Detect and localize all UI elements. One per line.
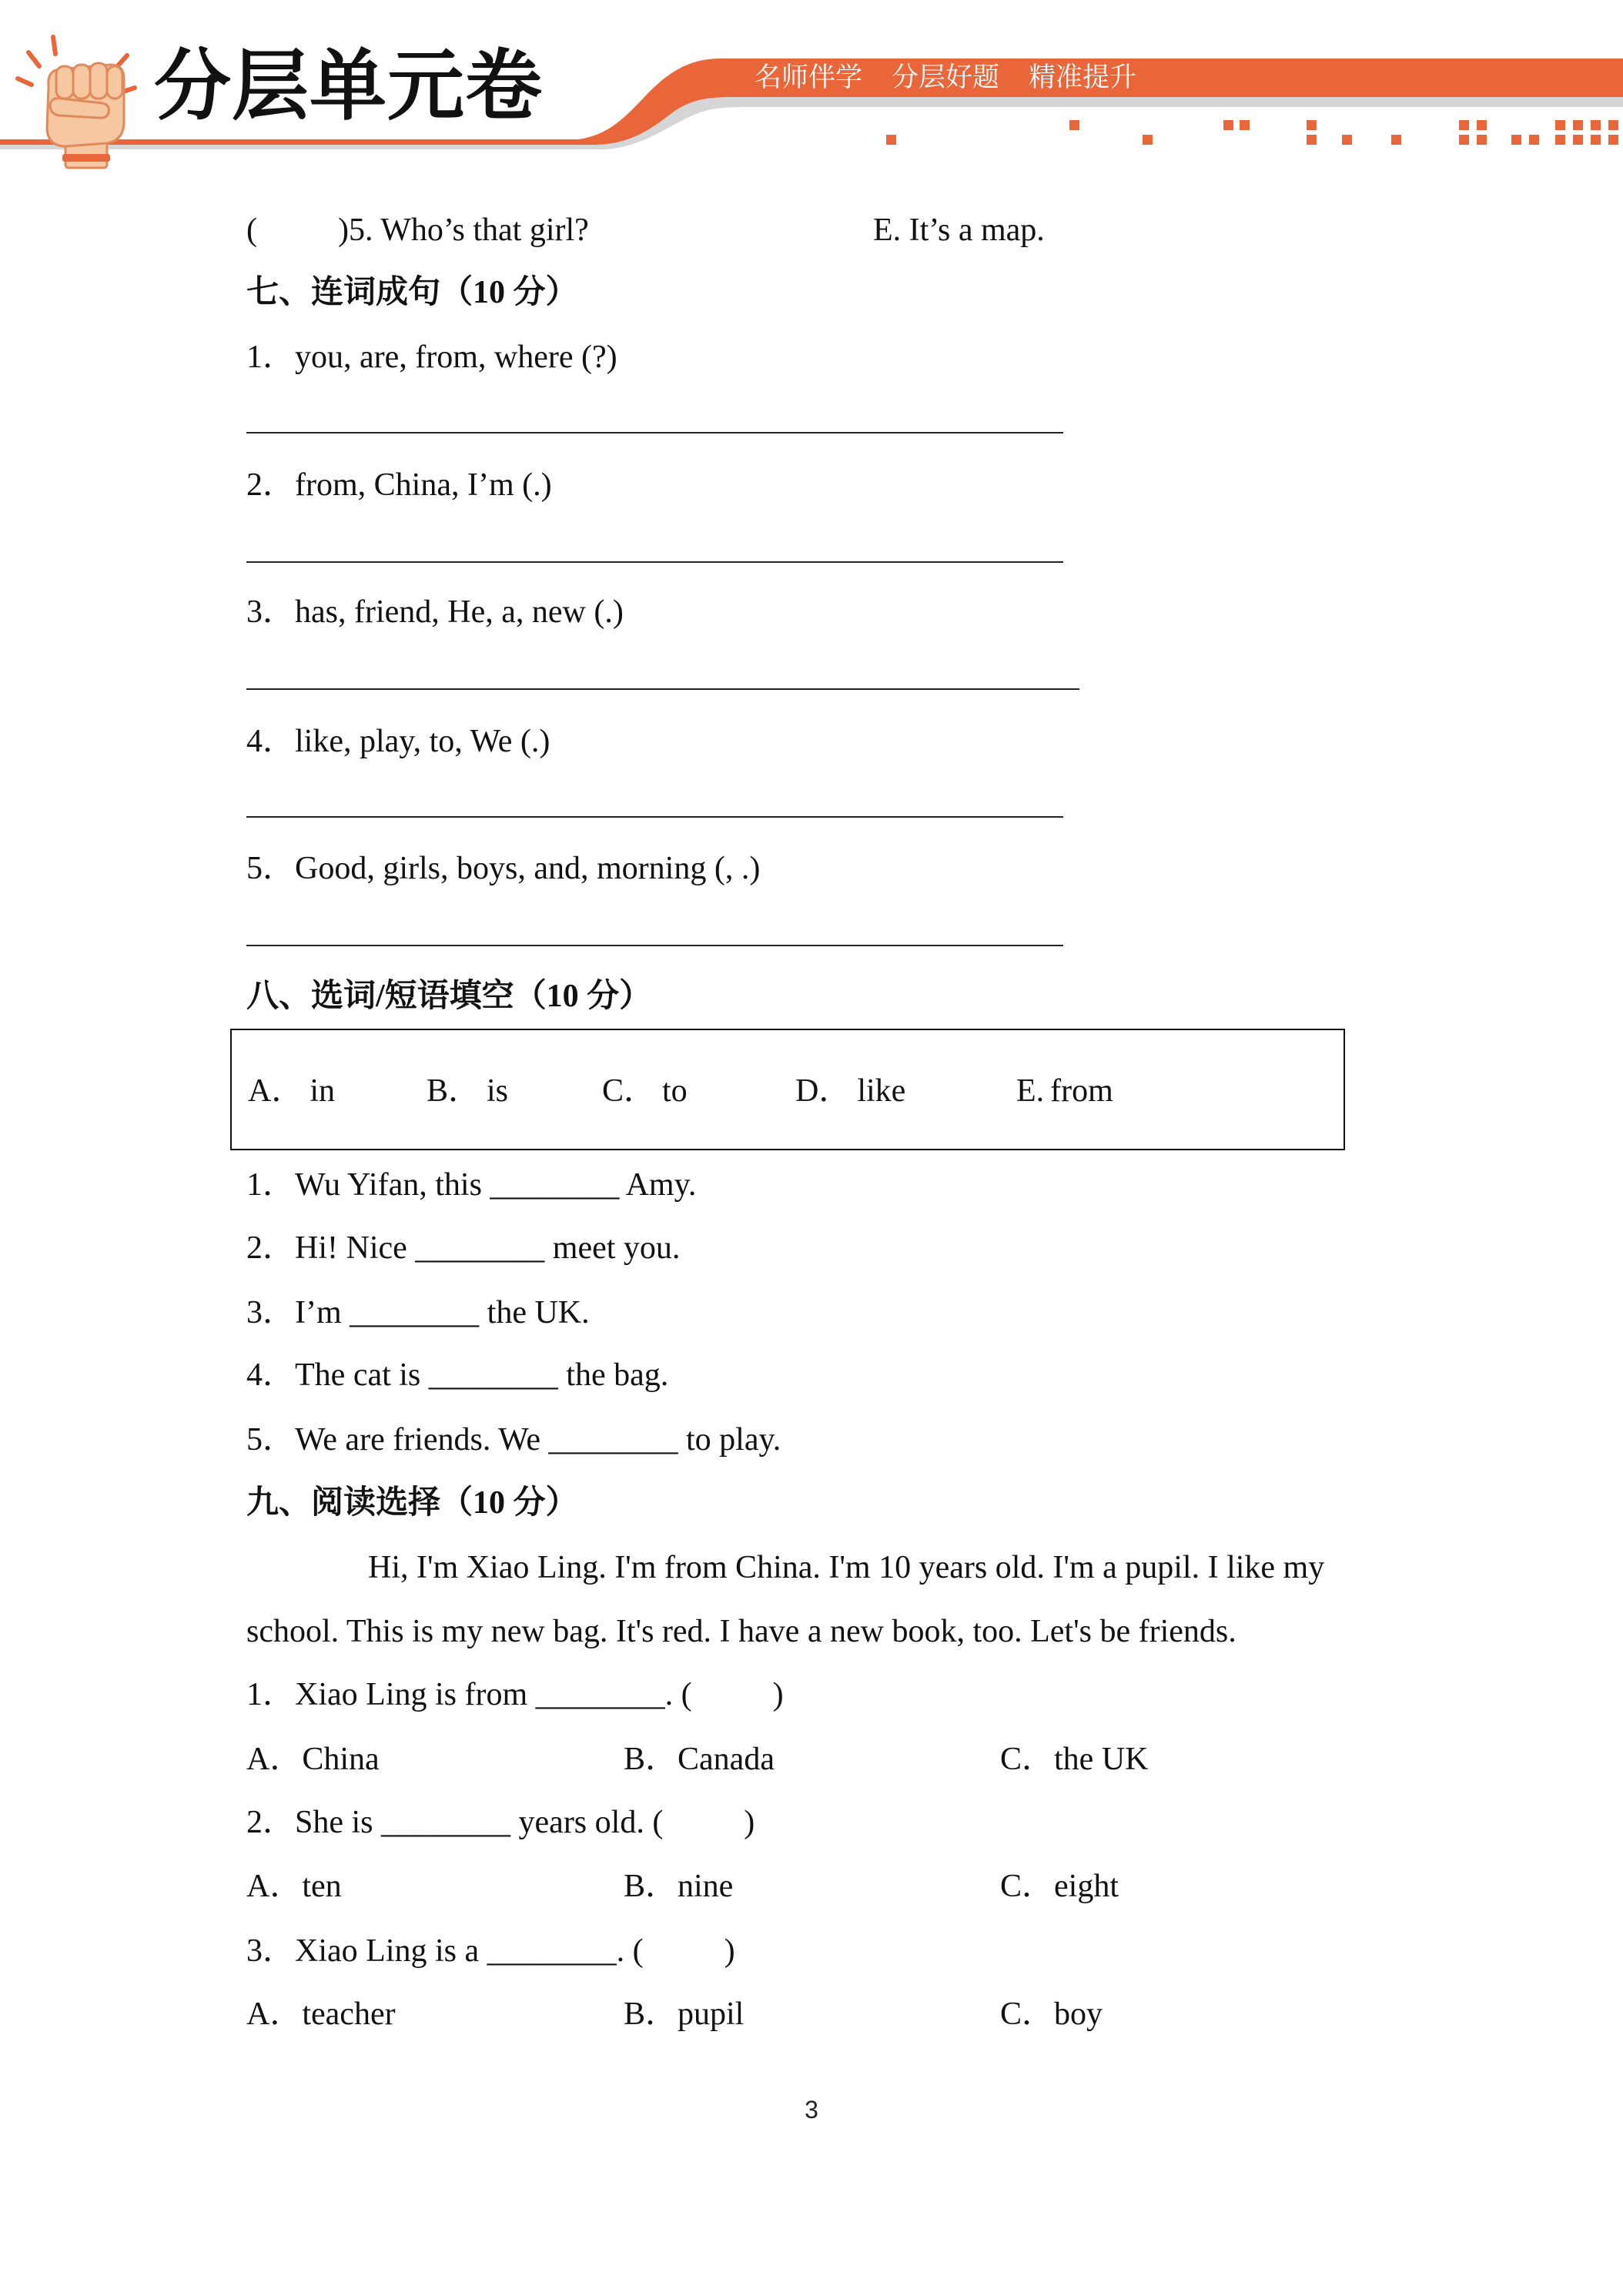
decor-square — [1591, 135, 1601, 145]
word-bank-item — [1016, 1068, 1113, 1114]
answer-options — [0, 1991, 1623, 2037]
item-words: has, friend, He, a, new (.) — [295, 594, 624, 630]
question-stem: Xiao Ling is a ________. ( ) — [295, 1933, 735, 1969]
decor-square — [1555, 135, 1565, 145]
decor-square — [886, 135, 896, 145]
reading-question — [246, 1928, 735, 1974]
fill-blank-item — [246, 1162, 696, 1208]
decor-square — [1223, 120, 1233, 130]
option-b — [624, 1991, 744, 2037]
option-b — [624, 1863, 733, 1909]
decor-square — [1342, 135, 1352, 145]
sentence-item — [246, 589, 624, 635]
decor-square — [1069, 120, 1079, 130]
item-number: 2． — [246, 1230, 296, 1266]
item-number: 4． — [246, 724, 296, 759]
fill-blank-item — [246, 1417, 781, 1463]
word-bank-letter: C． — [602, 1073, 657, 1109]
item-number: 1． — [246, 340, 296, 375]
tagline-item: 分层好题 — [892, 62, 1000, 93]
tagline-item: 名师伴学 — [755, 62, 863, 93]
answer-line — [246, 688, 1079, 690]
option-letter: A． — [246, 1742, 303, 1777]
item-number: 3． — [246, 1933, 296, 1969]
answer-line — [246, 561, 1063, 563]
item-number: 5． — [246, 1422, 296, 1458]
item-number: 3． — [246, 594, 296, 630]
word-bank-item — [248, 1068, 335, 1114]
option-text: the UK — [1054, 1742, 1149, 1777]
option-letter: B． — [624, 1869, 678, 1904]
header-tagline — [755, 62, 1166, 94]
decor-square — [1573, 135, 1583, 145]
decor-square — [1143, 135, 1153, 145]
option-c — [1000, 1736, 1149, 1782]
item-number: 2． — [246, 467, 296, 503]
option-a — [246, 1991, 396, 2037]
option-c — [1000, 1863, 1119, 1909]
reading-question — [246, 1799, 755, 1846]
option-c — [1000, 1991, 1103, 2037]
word-bank-letter: B． — [427, 1073, 481, 1109]
word-bank-letter: D． — [795, 1073, 852, 1109]
decor-square — [1477, 120, 1487, 130]
section-9-title: 九、阅读选择（10 分） — [246, 1485, 578, 1521]
carryover-question: ( )5. Who’s that girl? — [246, 213, 589, 248]
sentence-item — [246, 718, 550, 765]
decor-square — [1573, 120, 1583, 130]
option-a — [246, 1736, 380, 1782]
section-8-title: 八、选词/短语填空（10 分） — [246, 979, 652, 1014]
word-bank-word: to — [662, 1073, 688, 1109]
option-b — [624, 1736, 775, 1782]
decor-square — [1477, 135, 1487, 145]
option-text: eight — [1054, 1869, 1119, 1904]
decor-square — [1591, 120, 1601, 130]
tagline-item: 精准提升 — [1029, 62, 1137, 93]
option-text: boy — [1054, 1996, 1103, 2032]
decor-square — [1608, 120, 1618, 130]
answer-options — [0, 1736, 1623, 1782]
word-bank-word: like — [857, 1073, 906, 1109]
answer-line — [246, 432, 1063, 433]
item-sentence: The cat is ________ the bag. — [295, 1357, 669, 1393]
word-bank-item — [427, 1068, 508, 1114]
item-words: from, China, I’m (.) — [295, 467, 552, 503]
item-number: 2． — [246, 1805, 296, 1840]
option-a — [246, 1863, 342, 1909]
decor-square — [1608, 135, 1618, 145]
word-bank-word: is — [487, 1073, 509, 1109]
item-words: you, are, from, where (?) — [295, 340, 617, 375]
decor-square — [1511, 135, 1521, 145]
word-bank-letter: E. — [1016, 1073, 1045, 1109]
word-bank-box — [230, 1029, 1345, 1150]
decor-square — [1529, 135, 1539, 145]
section-7-title: 七、连词成句（10 分） — [246, 275, 578, 310]
item-sentence: Wu Yifan, this ________ Amy. — [295, 1167, 697, 1203]
sentence-item — [246, 845, 760, 892]
option-text: Canada — [678, 1742, 775, 1777]
option-letter: B． — [624, 1742, 678, 1777]
decor-square — [1459, 120, 1469, 130]
option-letter: C． — [1000, 1742, 1055, 1777]
item-number: 5． — [246, 851, 296, 886]
sentence-item — [246, 462, 552, 508]
item-sentence: We are friends. We ________ to play. — [295, 1422, 781, 1458]
item-sentence: I’m ________ the UK. — [295, 1295, 590, 1330]
word-bank-item — [795, 1068, 905, 1114]
item-number: 3． — [246, 1295, 296, 1330]
word-bank-letter: A． — [248, 1073, 304, 1109]
answer-options — [0, 1863, 1623, 1909]
question-stem: She is ________ years old. ( ) — [295, 1805, 755, 1840]
fill-blank-item — [246, 1290, 590, 1336]
item-number: 4． — [246, 1357, 296, 1393]
sentence-item — [246, 334, 617, 380]
item-number: 1． — [246, 1677, 296, 1712]
word-bank-word: in — [310, 1073, 336, 1109]
fill-blank-item — [246, 1225, 680, 1271]
option-letter: B． — [624, 1996, 678, 2032]
decor-square — [1240, 120, 1250, 130]
option-text: China — [302, 1742, 380, 1777]
fill-blank-item — [246, 1352, 668, 1398]
reading-question — [246, 1672, 784, 1718]
header-decoration-squares — [886, 120, 1618, 145]
item-number: 1． — [246, 1167, 296, 1203]
option-letter: C． — [1000, 1996, 1055, 2032]
option-text: nine — [678, 1869, 734, 1904]
decor-square — [1459, 135, 1469, 145]
decor-square — [1307, 135, 1317, 145]
answer-line — [246, 945, 1063, 946]
option-text: pupil — [678, 1996, 745, 2032]
question-stem: Xiao Ling is from ________. ( ) — [295, 1677, 784, 1712]
document-title: 分层单元卷 — [154, 41, 543, 131]
decor-square — [1307, 120, 1317, 130]
word-bank-word: from — [1050, 1073, 1113, 1109]
option-letter: A． — [246, 1996, 303, 2032]
reading-passage: Hi, I'm Xiao Ling. I'm from China. I'm 10 years old. I'm a pupil. I like my school. This is my new bag. It's red. I have a new book, too. Let's be friends. — [246, 1550, 1325, 1649]
decor-square — [1555, 120, 1565, 130]
option-text: teacher — [302, 1996, 396, 2032]
decor-square — [1391, 135, 1401, 145]
option-letter: A． — [246, 1869, 303, 1904]
option-letter: C． — [1000, 1869, 1055, 1904]
page-number: 3 — [805, 2096, 818, 2124]
word-bank-item — [602, 1068, 688, 1114]
item-sentence: Hi! Nice ________ meet you. — [295, 1230, 681, 1266]
item-words: like, play, to, We (.) — [295, 724, 550, 759]
option-text: ten — [302, 1869, 342, 1904]
carryover-option: E. It’s a map. — [873, 213, 1045, 248]
item-words: Good, girls, boys, and, morning (, .) — [295, 851, 761, 886]
answer-line — [246, 816, 1063, 818]
raised-fist-icon — [12, 31, 139, 169]
